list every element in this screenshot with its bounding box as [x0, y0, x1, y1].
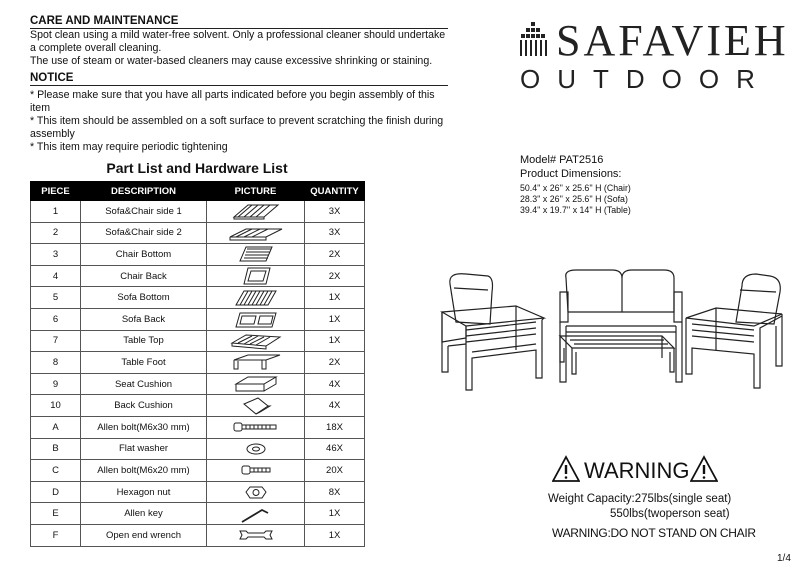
dimensions-title: Product Dimensions:	[520, 168, 622, 180]
row-description: Table Foot	[81, 352, 207, 374]
table-row	[31, 481, 365, 503]
row-description: Open end wrench	[81, 524, 207, 546]
row-quantity: 8X	[305, 481, 365, 503]
row-quantity: 18X	[305, 416, 365, 438]
table-row	[31, 222, 365, 244]
parts-table	[30, 181, 365, 547]
notice-line-4: assembly	[30, 128, 75, 140]
warning-left-icon	[552, 455, 580, 483]
bolt-icon	[226, 460, 286, 480]
row-quantity: 4X	[305, 395, 365, 417]
row-quantity: 2X	[305, 265, 365, 287]
header-picture: PICTURE	[207, 182, 305, 201]
row-description: Hexagon nut	[81, 481, 207, 503]
table-row	[31, 460, 365, 482]
warning-right-icon	[690, 455, 718, 483]
table-row	[31, 330, 365, 352]
side-frame-icon	[226, 223, 286, 243]
row-piece: 3	[31, 244, 81, 266]
row-description: Allen bolt(M6x30 mm)	[81, 416, 207, 438]
weight-capacity-single: Weight Capacity:275lbs(single seat)	[548, 493, 732, 505]
slatted-panel-icon	[226, 288, 286, 308]
part-list-title: Part List and Hardware List	[106, 160, 288, 176]
row-piece: 7	[31, 330, 81, 352]
row-description: Flat washer	[81, 438, 207, 460]
row-description: Allen bolt(M6x20 mm)	[81, 460, 207, 482]
row-quantity: 2X	[305, 244, 365, 266]
table-row	[31, 503, 365, 525]
no-stand-warning: WARNING:DO NOT STAND ON CHAIR	[552, 526, 756, 540]
row-piece: 10	[31, 395, 81, 417]
weight-capacity-double: 550lbs(twoperson seat)	[610, 508, 730, 520]
row-quantity: 3X	[305, 222, 365, 244]
notice-line-2: item	[30, 102, 51, 114]
bolt-icon	[226, 417, 286, 437]
row-piece: 1	[31, 201, 81, 223]
dimension-table: 39.4'' x 19.7'' x 14'' H (Table)	[520, 205, 631, 215]
row-piece: 5	[31, 287, 81, 309]
row-description: Chair Bottom	[81, 244, 207, 266]
table-row	[31, 395, 365, 417]
chair-right-drawing	[686, 274, 782, 388]
allen-key-icon	[226, 504, 286, 524]
table-row	[31, 244, 365, 266]
header-quantity: QUANTITY	[305, 182, 365, 201]
header-piece: PIECE	[31, 182, 81, 201]
wrench-icon	[226, 525, 286, 545]
slatted-panel-icon	[226, 331, 286, 351]
row-description: Sofa Back	[81, 308, 207, 330]
row-description: Seat Cushion	[81, 373, 207, 395]
row-description: Sofa Bottom	[81, 287, 207, 309]
dimension-chair: 50.4'' x 26'' x 25.6'' H (Chair)	[520, 183, 631, 193]
table-row	[31, 352, 365, 374]
row-quantity: 1X	[305, 287, 365, 309]
row-quantity: 3X	[305, 201, 365, 223]
table-row	[31, 287, 365, 309]
warning-title: WARNING	[584, 458, 690, 483]
table-foot-icon	[226, 352, 286, 372]
table-row	[31, 416, 365, 438]
notice-heading: NOTICE	[30, 71, 448, 86]
brand-logo	[518, 14, 789, 94]
dimensions-list	[520, 183, 631, 216]
row-description: Allen key	[81, 503, 207, 525]
table-row	[31, 308, 365, 330]
row-piece: 8	[31, 352, 81, 374]
notice-line-3: * This item should be assembled on a soft surface to prevent scratching the finish during	[30, 115, 444, 127]
dimension-sofa: 28.3'' x 26'' x 25.6'' H (Sofa)	[520, 194, 628, 204]
row-quantity: 2X	[305, 352, 365, 374]
table-row	[31, 265, 365, 287]
notice-line-5: * This item may require periodic tightening	[30, 141, 228, 153]
row-quantity: 1X	[305, 330, 365, 352]
table-drawing	[560, 336, 674, 374]
table-row	[31, 524, 365, 546]
brand-name: SAFAVIEH	[556, 16, 789, 65]
row-description: Sofa&Chair side 1	[81, 201, 207, 223]
table-row	[31, 373, 365, 395]
cushion-icon	[226, 374, 286, 394]
row-piece: 4	[31, 265, 81, 287]
row-quantity: 1X	[305, 503, 365, 525]
slatted-panel-icon	[226, 244, 286, 264]
brand-triangle-icon	[518, 22, 548, 64]
notice-line-1: * Please make sure that you have all parts indicated before you begin assembly of this	[30, 89, 435, 101]
table-row	[31, 201, 365, 223]
row-quantity: 4X	[305, 373, 365, 395]
side-frame-icon	[226, 201, 286, 221]
care-line-1: Spot clean using a mild water-free solvent. Only a professional cleaner should undertake	[30, 29, 446, 41]
table-row	[31, 438, 365, 460]
warning-banner	[548, 455, 720, 487]
hex-nut-icon	[226, 482, 286, 502]
page-number: 1/4	[777, 553, 791, 564]
row-description: Sofa&Chair side 2	[81, 222, 207, 244]
row-piece: F	[31, 524, 81, 546]
sofa-drawing	[560, 270, 682, 382]
chair-left-drawing	[442, 274, 544, 390]
notice-text	[30, 89, 448, 154]
row-piece: E	[31, 503, 81, 525]
row-piece: D	[31, 481, 81, 503]
row-description: Back Cushion	[81, 395, 207, 417]
row-quantity: 1X	[305, 308, 365, 330]
row-piece: A	[31, 416, 81, 438]
row-quantity: 1X	[305, 524, 365, 546]
care-text	[30, 29, 448, 68]
row-description: Table Top	[81, 330, 207, 352]
frame-panel-icon	[226, 309, 286, 329]
parts-table-header	[31, 182, 365, 201]
washer-icon	[226, 439, 286, 459]
row-description: Chair Back	[81, 265, 207, 287]
row-quantity: 20X	[305, 460, 365, 482]
frame-panel-icon	[226, 266, 286, 286]
brand-sub: OUTDOOR	[520, 64, 772, 94]
row-piece: 2	[31, 222, 81, 244]
row-quantity: 46X	[305, 438, 365, 460]
care-line-3: The use of steam or water-based cleaners may cause excessive shrinking or staining.	[30, 55, 433, 67]
care-heading: CARE AND MAINTENANCE	[30, 14, 448, 29]
row-piece: C	[31, 460, 81, 482]
care-line-2: a complete overall cleaning.	[30, 42, 162, 54]
row-piece: 9	[31, 373, 81, 395]
furniture-set-illustration	[436, 262, 786, 402]
header-description: DESCRIPTION	[81, 182, 207, 201]
row-piece: B	[31, 438, 81, 460]
model-number: Model# PAT2516	[520, 154, 604, 166]
back-cushion-icon	[226, 396, 286, 416]
row-piece: 6	[31, 308, 81, 330]
